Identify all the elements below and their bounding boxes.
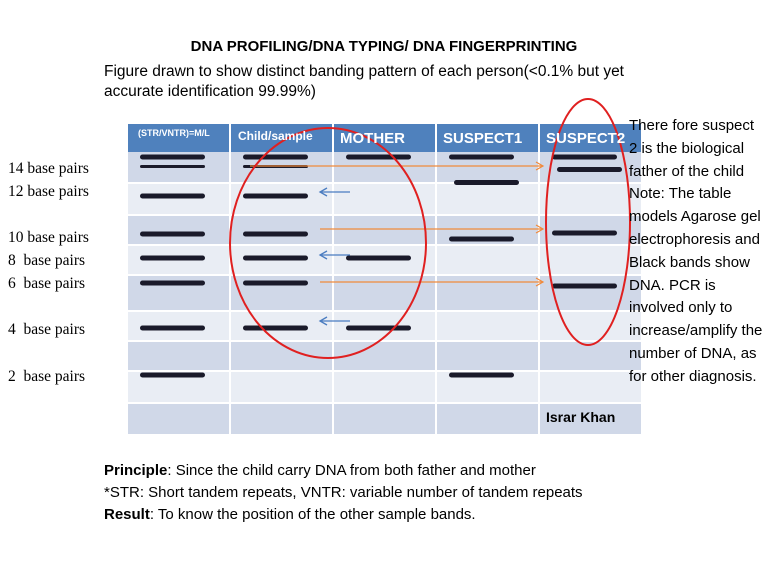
band-mother-8bp — [346, 256, 411, 261]
bp-label-10: 10 base pairs — [8, 229, 89, 246]
table-cell — [437, 184, 538, 214]
band-marker-2bp — [140, 373, 205, 378]
table-cell — [231, 372, 332, 402]
band-marker-8bp — [140, 256, 205, 261]
table-cell — [334, 184, 435, 214]
table-cell — [231, 216, 332, 244]
table-cell — [334, 372, 435, 402]
principle-line — [104, 460, 664, 482]
principle-label: Principle — [104, 462, 168, 479]
table-cell — [437, 276, 538, 310]
header-suspect2: SUSPECT2 — [546, 130, 626, 147]
bp-label-6: 6 base pairs — [8, 275, 86, 292]
band-suspect1-12bp — [454, 180, 519, 185]
band-marker-14bp — [140, 155, 205, 160]
page-title: DNA PROFILING/DNA TYPING/ DNA FINGERPRINTING — [190, 38, 578, 55]
band-child-12bp — [243, 194, 308, 199]
header-mother: MOTHER — [340, 130, 405, 147]
band-suspect2-10bp — [552, 231, 617, 236]
table-cell — [540, 216, 641, 244]
band-suspect1-2bp — [449, 373, 514, 378]
bp-label-2: 2 base pairs — [8, 368, 86, 385]
table-cell — [437, 342, 538, 370]
band-marker-6bp — [140, 281, 205, 286]
side-note: There fore suspect 2 is the biological father of the child Note: The table models Agarose gel electrophoresis and Black bands show DNA. PCR is involved only to increase/amplify the number of DNA, as for other diagnosis. — [629, 117, 763, 385]
table-cell — [334, 216, 435, 244]
table-cell — [540, 372, 641, 402]
header-marker: (STR/VNTR)=M/L — [138, 128, 210, 138]
header-child: Child/sample — [238, 129, 313, 143]
band-suspect2-14bp-sub — [557, 167, 622, 172]
table-cell — [128, 216, 229, 244]
result-label: Result — [104, 506, 150, 523]
band-marker-10bp — [140, 232, 205, 237]
table-cell — [540, 184, 641, 214]
table-cell — [334, 404, 435, 434]
bp-label-12: 12 base pairs — [8, 183, 89, 200]
table-cell — [540, 312, 641, 340]
table-cell — [231, 184, 332, 214]
band-child-14bp — [243, 155, 308, 160]
band-marker-12bp — [140, 194, 205, 199]
band-child-8bp — [243, 256, 308, 261]
table-cell — [437, 246, 538, 274]
table-cell — [540, 342, 641, 370]
table-cell — [437, 404, 538, 434]
str-note: *STR: Short tandem repeats, VNTR: variable number of tandem repeats — [104, 484, 583, 501]
bottom-notes — [104, 460, 664, 526]
table-cell — [231, 342, 332, 370]
band-child-4bp — [243, 326, 308, 331]
result-line — [104, 504, 664, 526]
principle-text: : Since the child carry DNA from both father and mother — [167, 462, 536, 479]
result-text: : To know the position of the other sample bands. — [149, 506, 476, 523]
band-marker-14bp-sub — [140, 165, 205, 168]
band-suspect1-10bp — [449, 237, 514, 242]
table-cell — [437, 312, 538, 340]
bp-label-14: 14 base pairs — [8, 160, 89, 177]
author-credit: Israr Khan — [546, 409, 616, 425]
table-cell — [128, 184, 229, 214]
table-rows — [128, 152, 641, 434]
subtitle: Figure drawn to show distinct banding pattern of each person(<0.1% but yet accurate identification 99.99%) — [104, 63, 624, 100]
band-child-10bp — [243, 232, 308, 237]
band-suspect2-6bp — [552, 284, 617, 289]
bp-label-4: 4 base pairs — [8, 321, 86, 338]
band-mother-14bp — [346, 155, 411, 160]
band-child-6bp — [243, 281, 308, 286]
bp-label-8: 8 base pairs — [8, 252, 86, 269]
table-cell — [231, 404, 332, 434]
band-mother-4bp — [346, 326, 411, 331]
band-marker-4bp — [140, 326, 205, 331]
band-suspect2-14bp — [552, 155, 617, 160]
table-cell — [128, 342, 229, 370]
band-suspect1-14bp — [449, 155, 514, 160]
header-suspect1: SUSPECT1 — [443, 130, 523, 147]
table-cell — [128, 404, 229, 434]
